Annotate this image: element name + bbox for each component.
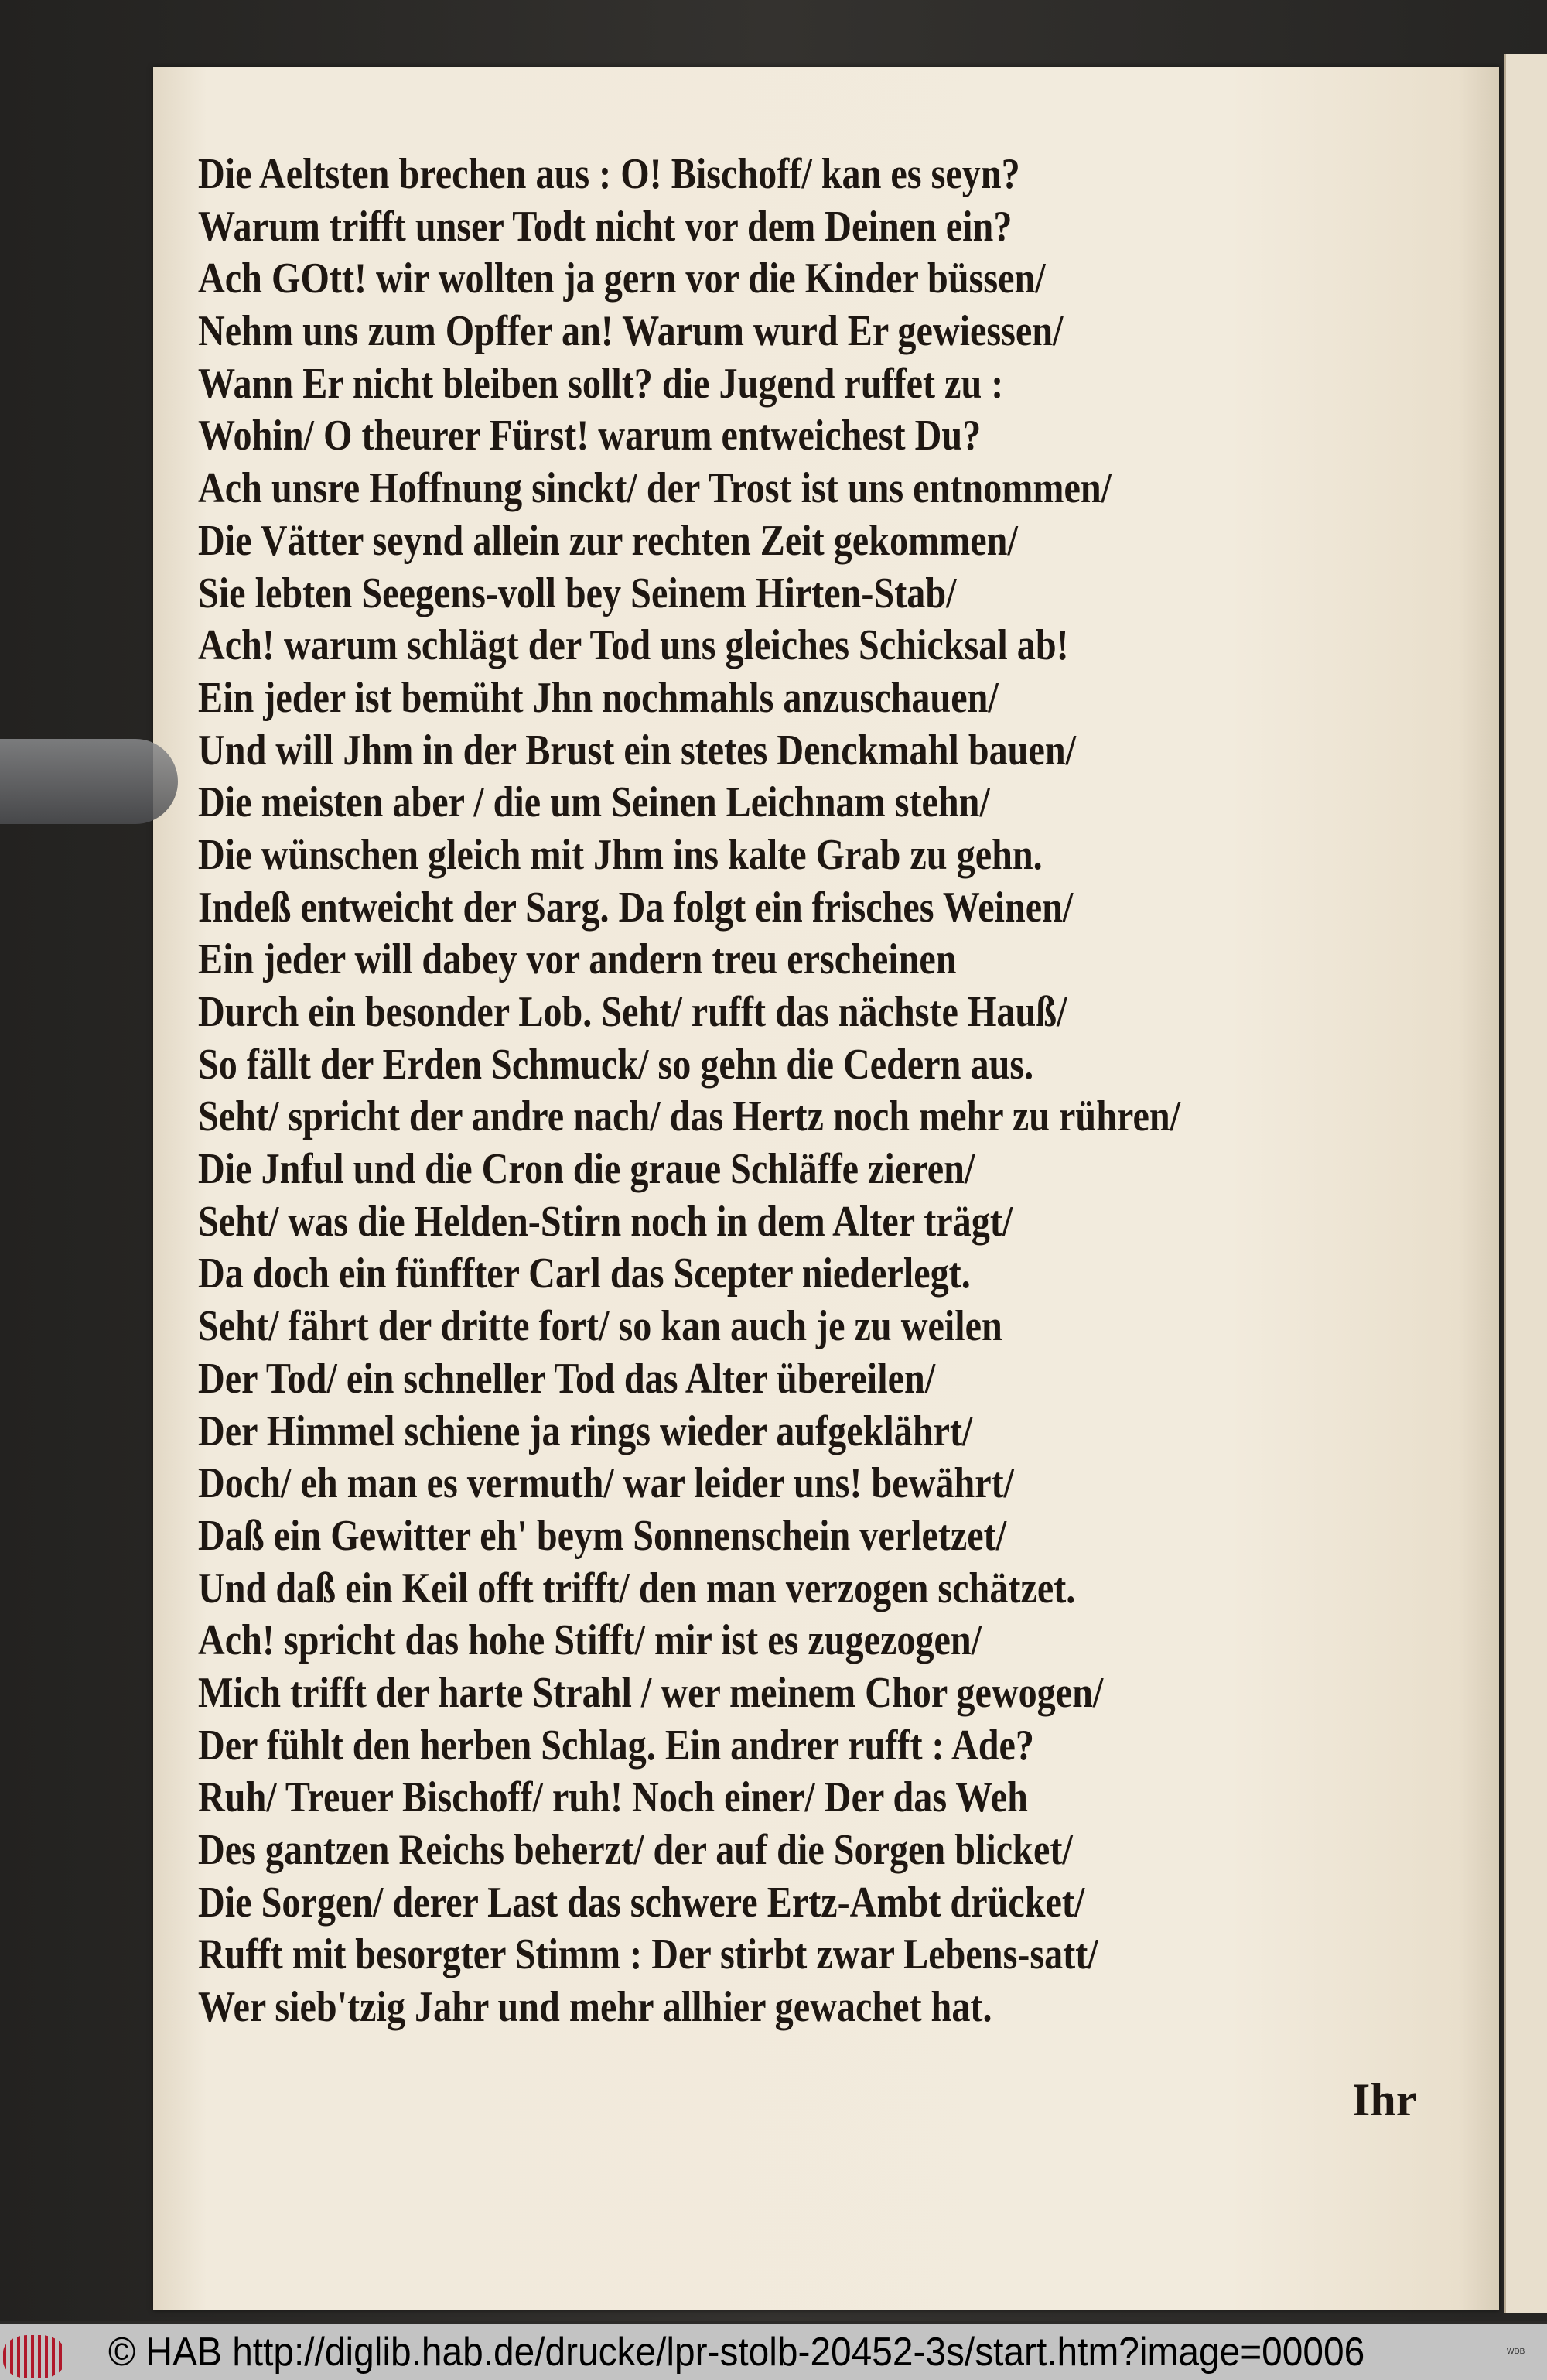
text-line: Und will Jhm in der Brust ein stetes Denckmahl bauen/ — [198, 726, 1077, 775]
text-line: Die Jnful und die Cron die graue Schläffe zieren/ — [198, 1145, 975, 1194]
page-clip — [0, 739, 178, 824]
text-line: Mich trifft der harte Strahl / wer meinem Chor gewogen/ — [198, 1668, 1104, 1717]
text-line: Da doch ein fünffter Carl das Scepter niederlegt. — [198, 1250, 971, 1298]
text-line: Ein jeder will dabey vor andern treu erscheinen — [198, 935, 957, 984]
adjacent-page-edge — [1504, 54, 1547, 2313]
text-line: Die Sorgen/ derer Last das schwere Ertz-Ambt drücket/ — [198, 1878, 1085, 1927]
text-line: Rufft mit besorgter Stimm : Der stirbt zwar Lebens-satt/ — [198, 1930, 1098, 1979]
text-line: Doch/ eh man es vermuth/ war leider uns! bewährt/ — [198, 1459, 1015, 1508]
text-line: Die Aeltsten brechen aus : O! Bischoff/ kan es seyn? — [198, 150, 1020, 198]
text-line: Ein jeder ist bemüht Jhn nochmahls anzuschauen/ — [198, 673, 999, 722]
text-line: Wohin/ O theurer Fürst! warum entweichest Du? — [198, 412, 982, 460]
text-line: Ach unsre Hoffnung sinckt/ der Trost ist uns entnommen/ — [198, 464, 1112, 513]
text-line: Ruh/ Treuer Bischoff/ ruh! Noch einer/ Der das Weh — [198, 1773, 1028, 1822]
copyright-link[interactable]: © HAB http://diglib.hab.de/drucke/lpr-stolb-20452-3s/start.htm?image=00006 — [108, 2330, 1365, 2375]
text-line: Der fühlt den herben Schlag. Ein andrer rufft : Ade? — [198, 1721, 1034, 1770]
text-line: Und daß ein Keil offt trifft/ den man verzogen schätzet. — [198, 1564, 1076, 1612]
text-line: Daß ein Gewitter eh' beym Sonnenschein verletzet/ — [198, 1511, 1007, 1560]
text-line: Wer sieb'tzig Jahr und mehr allhier gewachet hat. — [198, 1983, 992, 2032]
text-line: Der Himmel schiene ja rings wieder aufgeklährt/ — [198, 1407, 973, 1455]
text-line: Seht/ fährt der dritte fort/ so kan auch je zu weilen — [198, 1302, 1002, 1351]
text-line: Nehm uns zum Opffer an! Warum wurd Er gewiessen/ — [198, 307, 1064, 356]
text-line: Die meisten aber / die um Seinen Leichnam stehn/ — [198, 778, 990, 827]
text-line: Ach! warum schlägt der Tod uns gleiches Schicksal ab! — [198, 621, 1069, 670]
text-line: Seht/ spricht der andre nach/ das Hertz noch mehr zu rühren/ — [198, 1093, 1181, 1141]
text-line: Die wünschen gleich mit Jhm ins kalte Grab zu gehn. — [198, 830, 1043, 879]
text-line: Seht/ was die Helden-Stirn noch in dem Alter trägt/ — [198, 1197, 1013, 1246]
catchword: Ihr — [1352, 2074, 1417, 2125]
text-line: Indeß entweicht der Sarg. Da folgt ein frisches Weinen/ — [198, 883, 1074, 932]
hab-logo-icon — [3, 2335, 65, 2378]
text-line: Warum trifft unser Todt nicht vor dem Deinen ein? — [198, 202, 1013, 251]
wdb-mark: WDB — [1507, 2348, 1525, 2356]
text-line: Ach! spricht das hohe Stifft/ mir ist es zugezogen/ — [198, 1616, 982, 1665]
text-line: Ach GOtt! wir wollten ja gern vor die Kinder büssen/ — [198, 255, 1046, 303]
footer-bar — [0, 2324, 1547, 2380]
text-line: Der Tod/ ein schneller Tod das Alter übereilen/ — [198, 1354, 936, 1403]
text-line: Durch ein besonder Lob. Seht/ rufft das nächste Hauß/ — [198, 988, 1067, 1036]
text-line: Sie lebten Seegens-voll bey Seinem Hirten-Stab/ — [198, 569, 957, 617]
text-line: Die Vätter seynd allein zur rechten Zeit gekommen/ — [198, 516, 1018, 565]
text-line: So fällt der Erden Schmuck/ so gehn die Cedern aus. — [198, 1040, 1034, 1089]
text-line: Des gantzen Reichs beherzt/ der auf die Sorgen blicket/ — [198, 1826, 1073, 1874]
poem-text — [198, 149, 1358, 2034]
text-line: Wann Er nicht bleiben sollt? die Jugend ruffet zu : — [198, 359, 1004, 408]
